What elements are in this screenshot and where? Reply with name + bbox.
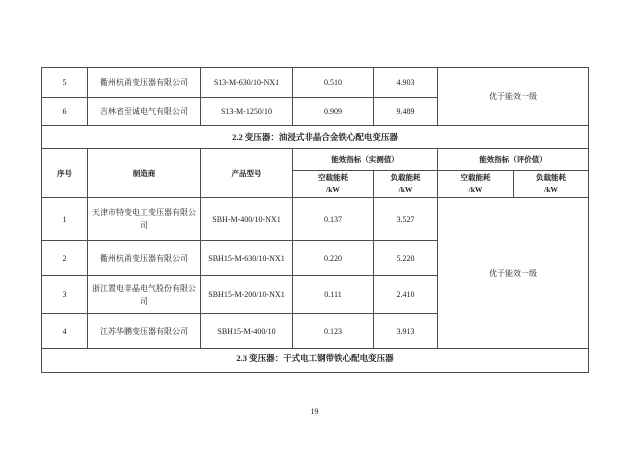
manufacturer-cell: 吉林省至诚电气有限公司 (88, 98, 201, 126)
section-row (42, 349, 589, 373)
manufacturer-cell: 衢州杭甬变压器有限公司 (88, 241, 201, 276)
load-value-cell: 9.489 (374, 98, 438, 126)
no-load-value-cell: 0.220 (293, 241, 374, 276)
load-value-cell: 4.903 (374, 68, 438, 98)
model-cell: SBH-M-400/10-NX1 (201, 198, 293, 241)
manufacturer-cell: 浙江置电非晶电气股份有限公司 (88, 276, 201, 314)
model-cell: S13-M-630/10-NX1 (201, 68, 293, 98)
header-label: 空载能耗 (460, 173, 491, 182)
header-unit: /kW (326, 185, 340, 194)
seq-header-cell: 序号 (42, 149, 88, 198)
load-value-cell: 3.913 (374, 314, 438, 349)
seq-cell: 2 (42, 241, 88, 276)
load-value-cell: 5.220 (374, 241, 438, 276)
energy-efficiency-table (41, 67, 589, 373)
rating-cell: 优于能效一级 (438, 68, 589, 126)
load-value-cell: 2.410 (374, 276, 438, 314)
manufacturer-cell: 衢州杭甬变压器有限公司 (88, 68, 201, 98)
no-load-value-cell: 0.510 (293, 68, 374, 98)
no-load-value-cell: 0.123 (293, 314, 374, 349)
page-number: 19 (310, 407, 319, 416)
evaluated-group-header-cell: 能效指标（评价值） (438, 149, 589, 171)
manufacturer-header-cell: 制造商 (88, 149, 201, 198)
header-unit: /kW (544, 185, 558, 194)
load-value-cell: 3.527 (374, 198, 438, 241)
header-label: 负载能耗 (536, 173, 566, 182)
header-row (42, 149, 589, 171)
load-evaluated-header-cell (514, 171, 589, 198)
model-cell: SBH15-M-200/10-NX1 (201, 276, 293, 314)
measured-group-header-cell: 能效指标（实测值） (293, 149, 438, 171)
seq-cell: 3 (42, 276, 88, 314)
header-label: 空载能耗 (318, 173, 348, 182)
header-unit: /kW (398, 185, 413, 194)
table-row (42, 68, 589, 98)
load-measured-header-cell (374, 171, 438, 198)
model-cell: SBH15-M-400/10 (201, 314, 293, 349)
model-header-cell: 产品型号 (201, 149, 293, 198)
seq-cell: 1 (42, 198, 88, 241)
model-cell: SBH15-M-630/10-NX1 (201, 241, 293, 276)
model-cell: S13-M-1250/10 (201, 98, 293, 126)
table-row (42, 198, 589, 241)
seq-cell: 6 (42, 98, 88, 126)
header-unit: /kW (468, 185, 483, 194)
manufacturer-cell: 天津市特变电工变压器有限公司 (88, 198, 201, 241)
no-load-value-cell: 0.111 (293, 276, 374, 314)
seq-cell: 4 (42, 314, 88, 349)
header-label: 负载能耗 (390, 173, 421, 182)
section-row (42, 126, 589, 149)
no-load-measured-header-cell (293, 171, 374, 198)
section-2-2-title: 2.2 变压器：油浸式非晶合金铁心配电变压器 (42, 126, 589, 149)
manufacturer-cell: 江苏华鹏变压器有限公司 (88, 314, 201, 349)
rating-cell: 优于能效一级 (438, 198, 589, 349)
no-load-evaluated-header-cell (438, 171, 514, 198)
section-2-3-title: 2.3 变压器：干式电工钢带铁心配电变压器 (42, 349, 589, 373)
seq-cell: 5 (42, 68, 88, 98)
no-load-value-cell: 0.909 (293, 98, 374, 126)
no-load-value-cell: 0.137 (293, 198, 374, 241)
